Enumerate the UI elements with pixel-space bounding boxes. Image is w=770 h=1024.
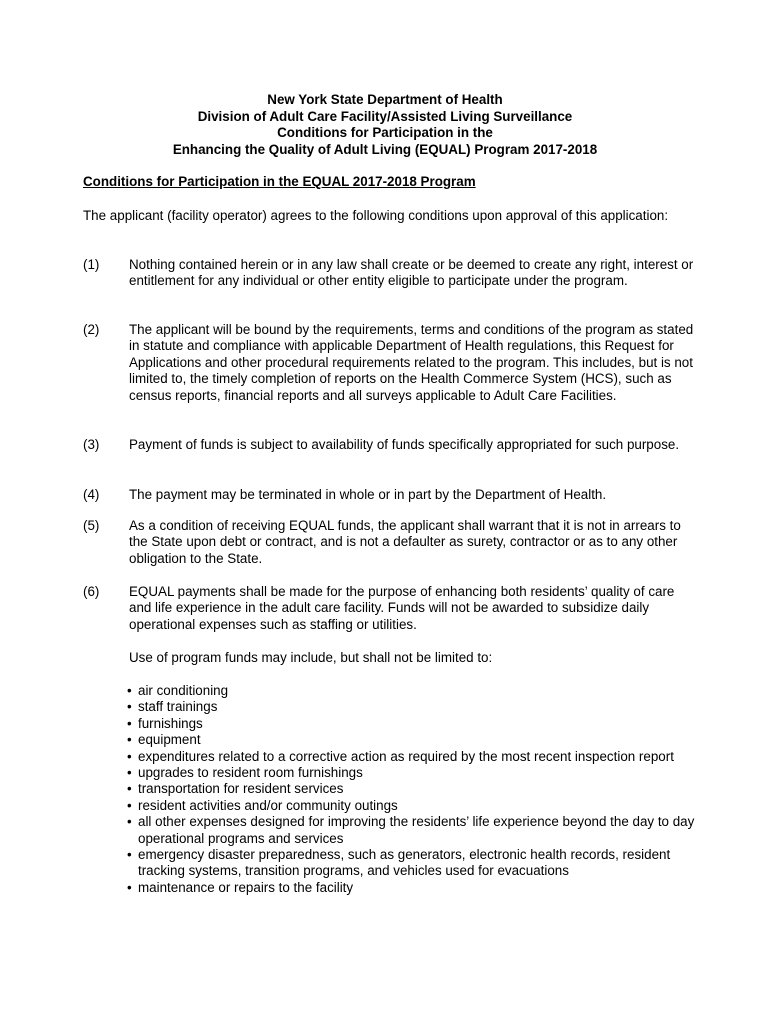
header-line-2: Division of Adult Care Facility/Assisted Living Surveillance [197,108,573,124]
list-item: • equipment [127,732,201,748]
list-item: • resident activities and/or community outings [127,797,398,813]
bullet-icon: • [127,683,132,698]
bullet-icon: • [127,847,132,863]
bullet-icon: • [127,781,132,797]
bullet-icon: • [127,797,132,813]
list-item: • staff trainings [127,699,218,715]
bullet-icon: • [127,748,132,764]
condition-number: (2) [83,322,100,337]
funds-bullet-list [127,683,707,896]
list-item: • emergency disaster preparedness, such as generators, electronic health records, resident tracking systems, transition programs, and vehicles used for evacuations [127,847,671,879]
section-title: Conditions for Participation in the EQUAL 2017-2018 Program [83,174,476,189]
list-item: • upgrades to resident room furnishings [127,765,363,781]
condition-number: (6) [83,584,100,599]
condition-text: Payment of funds is subject to availability of funds specifically appropriated for such purpose. [129,437,680,452]
bullet-icon: • [127,879,132,895]
condition-number: (1) [83,257,100,272]
list-item: • furnishings [127,715,203,731]
condition-text: The applicant will be bound by the requirements, terms and conditions of the program as stated in statute and compliance with applicable Department of Health regulations, this Request for Applications and other procedural requirements related to the program. This includes, but is not limited to, the timely completion of reports on the Health Commerce System (HCS), such as census reports, financial reports and all surveys applicable to Adult Care Facilities. [129,322,694,403]
bullet-icon: • [127,732,132,748]
condition-text: The payment may be terminated in whole or in part by the Department of Health. [129,487,607,502]
header-line-3: Conditions for Participation in the [277,125,493,141]
condition-number: (3) [83,437,100,452]
document-header [0,92,770,158]
header-line-1: New York State Department of Health [267,92,503,107]
bullet-icon: • [127,814,132,830]
condition-text: Nothing contained herein or in any law shall create or be deemed to create any right, interest or entitlement for any individual or other entity eligible to participate under the program. [129,257,694,289]
list-item: • air conditioning [127,683,229,698]
list-item: • maintenance or repairs to the facility [127,879,354,895]
list-item: • expenditures related to a corrective action as required by the most recent inspection report [127,748,674,764]
funds-intro: Use of program funds may include, but shall not be limited to: [129,650,493,665]
condition-text: EQUAL payments shall be made for the purpose of enhancing both residents’ quality of care and life experience in the adult care facility. Funds will not be awarded to subsidize daily operational expenses such as staffing or utilities. [129,584,675,632]
list-item: • all other expenses designed for improving the residents’ life experience beyond the day to day operational programs and services [127,814,695,846]
intro-paragraph: The applicant (facility operator) agrees to the following conditions upon approval of this application: [83,208,669,223]
list-item: • transportation for resident services [127,781,344,797]
bullet-icon: • [127,765,132,781]
condition-number: (4) [83,487,100,502]
condition-text: As a condition of receiving EQUAL funds, the applicant shall warrant that it is not in arrears to the State upon debt or contract, and is not a defaulter as surety, contractor or as to any other obligation to the State. [129,518,681,566]
condition-number: (5) [83,518,100,533]
bullet-icon: • [127,699,132,715]
bullet-icon: • [127,715,132,731]
header-line-4: Enhancing the Quality of Adult Living (EQUAL) Program 2017-2018 [172,141,598,157]
